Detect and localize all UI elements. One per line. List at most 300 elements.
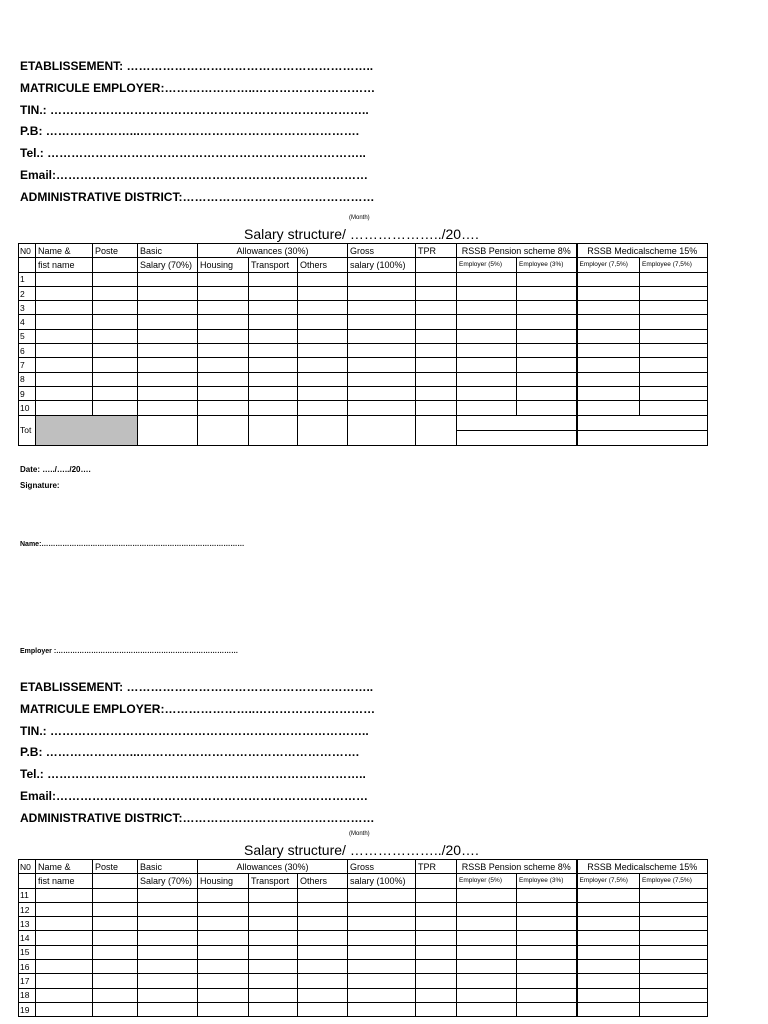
- table-row: [19, 888, 708, 902]
- table-cell: [416, 301, 457, 315]
- table-cell: [93, 902, 138, 916]
- table-cell: [93, 1002, 138, 1016]
- col-name-2-2: fist name: [36, 874, 93, 888]
- table-cell: [517, 945, 577, 959]
- table-row: [19, 401, 708, 415]
- col-medical-2: RSSB Medicalscheme 15%: [577, 860, 708, 874]
- table-cell: [416, 372, 457, 386]
- table-cell: [36, 931, 93, 945]
- table-cell: [457, 917, 517, 931]
- col-gross-1: Gross: [348, 244, 416, 258]
- table-cell: [457, 1002, 517, 1016]
- table-cell: [577, 401, 640, 415]
- table-cell: [640, 888, 708, 902]
- table-cell: [298, 301, 348, 315]
- row-number: 14: [19, 931, 36, 945]
- table-cell: [348, 401, 416, 415]
- table-cell: [577, 358, 640, 372]
- table-cell: [416, 272, 457, 286]
- row-number: 16: [19, 960, 36, 974]
- table-cell: [298, 358, 348, 372]
- table-cell: [348, 917, 416, 931]
- table-cell: [577, 1002, 640, 1016]
- table-cell: [577, 286, 640, 300]
- table-cell: [640, 960, 708, 974]
- table-cell: [416, 931, 457, 945]
- table-cell: [198, 988, 249, 1002]
- table-cell: [457, 386, 517, 400]
- table-row: [19, 329, 708, 343]
- table-cell: [416, 988, 457, 1002]
- row-number: 19: [19, 1002, 36, 1016]
- table-cell: [457, 974, 517, 988]
- month-note-2: (Month): [349, 831, 370, 837]
- table-cell: [198, 272, 249, 286]
- table-cell: [138, 974, 198, 988]
- table-cell: [36, 917, 93, 931]
- table-cell: [416, 945, 457, 959]
- row-number: 3: [19, 301, 36, 315]
- table-cell: [577, 988, 640, 1002]
- col-pension-employee: Employee (3%): [517, 258, 577, 272]
- table-cell: [298, 945, 348, 959]
- table-row: [19, 344, 708, 358]
- table-cell: [93, 372, 138, 386]
- table-cell: [640, 401, 708, 415]
- table-cell: [457, 301, 517, 315]
- date-line: Date: …../…../20….: [20, 465, 91, 474]
- table-cell: [249, 988, 298, 1002]
- col-housing: Housing: [198, 258, 249, 272]
- table-cell: [138, 301, 198, 315]
- row-number: 7: [19, 358, 36, 372]
- table-cell: [416, 315, 457, 329]
- table-cell: [138, 888, 198, 902]
- company-header-2: [20, 677, 440, 830]
- table-cell: [138, 902, 198, 916]
- table-cell: [138, 917, 198, 931]
- col-medical-employee-2: Employee (7,5%): [640, 874, 708, 888]
- table-cell: [36, 301, 93, 315]
- row-number: 18: [19, 988, 36, 1002]
- table-cell: [93, 960, 138, 974]
- table-cell: [298, 931, 348, 945]
- table-cell: [298, 1002, 348, 1016]
- table-cell: [348, 315, 416, 329]
- table-cell: [138, 358, 198, 372]
- table-cell: [93, 344, 138, 358]
- header-establissement: ETABLISSEMENT: ……………………………………………………..: [20, 59, 374, 73]
- table-cell: [298, 272, 348, 286]
- table-cell: [93, 272, 138, 286]
- table-cell: [416, 888, 457, 902]
- table-cell: [36, 902, 93, 916]
- table-cell: [93, 988, 138, 1002]
- table-cell: [198, 286, 249, 300]
- salary-table-1-rows: [19, 272, 708, 415]
- table-cell: [298, 329, 348, 343]
- salary-structure-title-2: Salary structure/ ………………../20….: [244, 842, 479, 858]
- table-cell: [640, 931, 708, 945]
- col-medical: RSSB Medicalscheme 15%: [577, 244, 708, 258]
- table-cell: [457, 286, 517, 300]
- table-cell: [457, 315, 517, 329]
- employer-line: Employer :……………………………………………………………………: [20, 648, 239, 655]
- table-cell: [36, 386, 93, 400]
- table-cell: [517, 960, 577, 974]
- table-cell: [249, 917, 298, 931]
- col-name-1: Name &: [36, 244, 93, 258]
- table-cell: [348, 988, 416, 1002]
- col-transport: Transport: [249, 258, 298, 272]
- table-cell: [93, 401, 138, 415]
- table-row: [19, 902, 708, 916]
- table-cell: [416, 329, 457, 343]
- table-cell: [517, 902, 577, 916]
- table-cell: [457, 945, 517, 959]
- table-cell: [577, 386, 640, 400]
- table-cell: [249, 344, 298, 358]
- table-cell: [348, 344, 416, 358]
- table-cell: [249, 301, 298, 315]
- table-cell: [517, 344, 577, 358]
- table-cell: [93, 917, 138, 931]
- row-number: 8: [19, 372, 36, 386]
- col-gross-1-2: Gross: [348, 860, 416, 874]
- table-cell: [36, 888, 93, 902]
- table-cell: [348, 945, 416, 959]
- table-cell: [249, 286, 298, 300]
- table-cell: [348, 931, 416, 945]
- table-cell: [93, 358, 138, 372]
- table-cell: [457, 372, 517, 386]
- table-cell: [517, 974, 577, 988]
- table-cell: [577, 344, 640, 358]
- table-cell: [577, 272, 640, 286]
- table-cell: [517, 1002, 577, 1016]
- table-cell: [298, 974, 348, 988]
- col-poste: Poste: [93, 244, 138, 258]
- table-cell: [640, 344, 708, 358]
- table-cell: [198, 888, 249, 902]
- table-cell: [348, 386, 416, 400]
- table-cell: [198, 401, 249, 415]
- table-cell: [298, 344, 348, 358]
- table-cell: [640, 286, 708, 300]
- table-cell: [198, 960, 249, 974]
- table-cell: [348, 329, 416, 343]
- table-cell: [640, 301, 708, 315]
- col-pension-employer: Employer (5%): [457, 258, 517, 272]
- col-basic-1-2: Basic: [138, 860, 198, 874]
- table-cell: [138, 960, 198, 974]
- col-pension-2: RSSB Pension scheme 8%: [457, 860, 577, 874]
- table-cell: [348, 1002, 416, 1016]
- header-establissement-2: ETABLISSEMENT: ……………………………………………………..: [20, 680, 374, 694]
- total-label: Tot: [19, 415, 36, 445]
- table-cell: [640, 386, 708, 400]
- table-cell: [640, 974, 708, 988]
- row-number: 15: [19, 945, 36, 959]
- table-cell: [249, 272, 298, 286]
- table-cell: [249, 386, 298, 400]
- table-cell: [517, 401, 577, 415]
- table-cell: [249, 1002, 298, 1016]
- table-cell: [577, 945, 640, 959]
- table-cell: [457, 888, 517, 902]
- month-note: (Month): [349, 215, 370, 221]
- table-cell: [577, 931, 640, 945]
- table-cell: [457, 902, 517, 916]
- table-cell: [138, 272, 198, 286]
- row-number: 2: [19, 286, 36, 300]
- table-cell: [93, 888, 138, 902]
- table-cell: [517, 888, 577, 902]
- table-cell: [416, 386, 457, 400]
- table-cell: [577, 315, 640, 329]
- header-district-2: ADMINISTRATIVE DISTRICT:…………………………………………: [20, 810, 375, 825]
- col-medical-employee: Employee (7,5%): [640, 258, 708, 272]
- table-cell: [457, 401, 517, 415]
- header-email-2: Email:……………………………………………………………………: [20, 788, 369, 803]
- table-cell: [138, 1002, 198, 1016]
- col-no: N0: [19, 244, 36, 258]
- table-row: [19, 386, 708, 400]
- table-cell: [198, 917, 249, 931]
- table-cell: [298, 917, 348, 931]
- table-row: [19, 945, 708, 959]
- table-row: [19, 931, 708, 945]
- table-cell: [517, 286, 577, 300]
- table-row: [19, 372, 708, 386]
- table-cell: [416, 401, 457, 415]
- table-cell: [36, 272, 93, 286]
- row-number: 10: [19, 401, 36, 415]
- table-cell: [416, 974, 457, 988]
- table-cell: [36, 286, 93, 300]
- header-tel: Tel.: ……………………………………………………………………..: [20, 146, 366, 161]
- table-cell: [416, 286, 457, 300]
- table-cell: [416, 917, 457, 931]
- table-cell: [93, 286, 138, 300]
- table-cell: [298, 902, 348, 916]
- table-cell: [640, 272, 708, 286]
- table-cell: [517, 386, 577, 400]
- company-header-1: [20, 56, 440, 209]
- table-cell: [138, 329, 198, 343]
- table-cell: [517, 329, 577, 343]
- table-cell: [138, 945, 198, 959]
- table-cell: [198, 1002, 249, 1016]
- table-cell: [298, 286, 348, 300]
- table-cell: [249, 902, 298, 916]
- header-pb: P.B: …………………...……………………………………………….: [20, 124, 360, 139]
- table-cell: [198, 315, 249, 329]
- table-cell: [36, 1002, 93, 1016]
- table-cell: [348, 272, 416, 286]
- table-cell: [138, 286, 198, 300]
- col-tpr: TPR: [416, 244, 457, 258]
- table-cell: [457, 931, 517, 945]
- table-row: [19, 286, 708, 300]
- col-name-1-2: Name &: [36, 860, 93, 874]
- table-cell: [93, 931, 138, 945]
- table-cell: [416, 344, 457, 358]
- table-cell: [640, 358, 708, 372]
- table-cell: [249, 931, 298, 945]
- table-cell: [138, 988, 198, 1002]
- table-cell: [416, 358, 457, 372]
- table-cell: [198, 945, 249, 959]
- table-cell: [198, 358, 249, 372]
- table-row: [19, 917, 708, 931]
- total-gray-cell: [36, 415, 138, 445]
- table-cell: [577, 917, 640, 931]
- table-cell: [348, 358, 416, 372]
- table-row: [19, 974, 708, 988]
- row-number: 11: [19, 888, 36, 902]
- table-cell: [93, 301, 138, 315]
- table-cell: [36, 315, 93, 329]
- table-cell: [457, 344, 517, 358]
- table-cell: [348, 888, 416, 902]
- col-pension-employer-2: Employer (5%): [457, 874, 517, 888]
- row-number: 5: [19, 329, 36, 343]
- table-cell: [517, 315, 577, 329]
- table-cell: [517, 272, 577, 286]
- table-cell: [198, 974, 249, 988]
- salary-table-2-rows: [19, 888, 708, 1017]
- table-cell: [93, 329, 138, 343]
- table-cell: [577, 888, 640, 902]
- col-no-2: N0: [19, 860, 36, 874]
- table-cell: [249, 960, 298, 974]
- header-tel-2: Tel.: ……………………………………………………………………..: [20, 767, 366, 782]
- header-matricule: MATRICULE EMPLOYER:…………………..…………………………: [20, 80, 376, 95]
- table-cell: [298, 960, 348, 974]
- table-cell: [249, 358, 298, 372]
- col-pension-employee-2: Employee (3%): [517, 874, 577, 888]
- table-cell: [640, 1002, 708, 1016]
- table-cell: [36, 974, 93, 988]
- table-cell: [36, 960, 93, 974]
- table-cell: [457, 329, 517, 343]
- col-gross-2: salary (100%): [348, 258, 416, 272]
- table-cell: [457, 988, 517, 1002]
- table-cell: [577, 329, 640, 343]
- table-cell: [348, 301, 416, 315]
- table-cell: [198, 386, 249, 400]
- col-housing-2: Housing: [198, 874, 249, 888]
- col-basic-1: Basic: [138, 244, 198, 258]
- col-basic-2-2: Salary (70%): [138, 874, 198, 888]
- table-cell: [457, 960, 517, 974]
- col-allowances: Allowances (30%): [198, 244, 348, 258]
- row-number: 17: [19, 974, 36, 988]
- table-cell: [577, 960, 640, 974]
- table-cell: [138, 401, 198, 415]
- table-cell: [348, 372, 416, 386]
- row-number: 4: [19, 315, 36, 329]
- table-row: [19, 272, 708, 286]
- table-cell: [577, 974, 640, 988]
- table-cell: [577, 902, 640, 916]
- table-cell: [298, 315, 348, 329]
- table-row: [19, 988, 708, 1002]
- table-cell: [416, 960, 457, 974]
- table-cell: [348, 960, 416, 974]
- table-cell: [249, 888, 298, 902]
- header-matricule-2: MATRICULE EMPLOYER:…………………..…………………………: [20, 701, 376, 716]
- table-cell: [298, 372, 348, 386]
- table-cell: [640, 988, 708, 1002]
- table-cell: [93, 945, 138, 959]
- table-cell: [36, 401, 93, 415]
- table-cell: [198, 329, 249, 343]
- col-others: Others: [298, 258, 348, 272]
- col-gross-2-2: salary (100%): [348, 874, 416, 888]
- table-cell: [198, 344, 249, 358]
- col-allowances-2: Allowances (30%): [198, 860, 348, 874]
- table-cell: [517, 988, 577, 1002]
- table-cell: [640, 902, 708, 916]
- table-cell: [348, 902, 416, 916]
- table-cell: [348, 974, 416, 988]
- table-cell: [640, 329, 708, 343]
- table-cell: [298, 401, 348, 415]
- name-line: Name:……………………………………………………………………………: [20, 541, 245, 548]
- table-cell: [298, 386, 348, 400]
- row-number: 6: [19, 344, 36, 358]
- table-cell: [457, 358, 517, 372]
- table-cell: [249, 945, 298, 959]
- table-cell: [517, 931, 577, 945]
- table-cell: [36, 945, 93, 959]
- table-cell: [198, 931, 249, 945]
- table-cell: [640, 917, 708, 931]
- header-pb-2: P.B: …………………...……………………………………………….: [20, 745, 360, 760]
- col-poste-2: Poste: [93, 860, 138, 874]
- col-medical-employer-2: Employer (7,5%): [577, 874, 640, 888]
- row-number: 13: [19, 917, 36, 931]
- salary-structure-title: Salary structure/ ………………../20….: [244, 226, 479, 242]
- table-row: [19, 960, 708, 974]
- signature-line: Signature:: [20, 481, 60, 490]
- table-cell: [36, 344, 93, 358]
- table-cell: [93, 974, 138, 988]
- table-cell: [249, 974, 298, 988]
- table-cell: [416, 902, 457, 916]
- row-number: 12: [19, 902, 36, 916]
- col-basic-2: Salary (70%): [138, 258, 198, 272]
- salary-table-2: [18, 859, 708, 1017]
- table-cell: [138, 931, 198, 945]
- table-cell: [36, 329, 93, 343]
- col-others-2: Others: [298, 874, 348, 888]
- table-cell: [517, 301, 577, 315]
- table-cell: [348, 286, 416, 300]
- col-tpr-2: TPR: [416, 860, 457, 874]
- table-cell: [298, 988, 348, 1002]
- table-cell: [517, 358, 577, 372]
- table-cell: [198, 372, 249, 386]
- header-district: ADMINISTRATIVE DISTRICT:…………………………………………: [20, 189, 375, 204]
- table-cell: [138, 372, 198, 386]
- col-pension: RSSB Pension scheme 8%: [457, 244, 577, 258]
- table-cell: [198, 902, 249, 916]
- table-cell: [640, 315, 708, 329]
- table-row: [19, 358, 708, 372]
